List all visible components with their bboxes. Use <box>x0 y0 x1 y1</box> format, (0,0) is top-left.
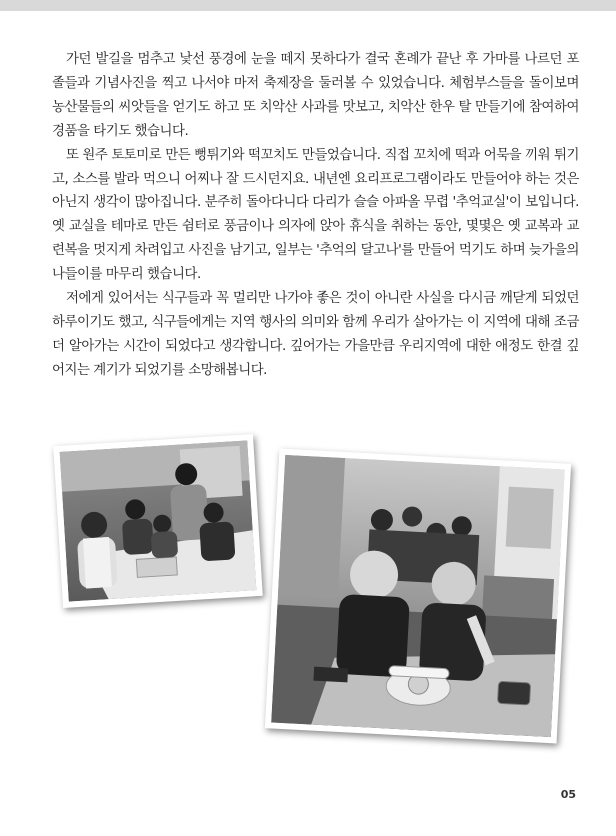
top-band <box>0 0 616 11</box>
page-number: 05 <box>560 788 576 801</box>
article-body <box>52 48 579 383</box>
craft-table-image <box>60 440 257 601</box>
memory-classroom-image <box>271 455 565 737</box>
paragraph-1: 가던 발길을 멈추고 낯선 풍경에 눈을 떼지 못하다가 결국 혼례가 끝난 후 가마를 나르던 포졸들과 기념사진을 찍고 나서야 마저 축제장을 둘러볼 수 있었습니다. 체험부스들을 돌이보며 농산물들의 씨앗들을 얻기도 하고 또 치악산 사과를 맛보고, 치악산 한우 탈 만들기에 참여하여 경품을 타기도 했습니다. <box>52 52 579 139</box>
photo-memory-classroom <box>265 449 571 744</box>
paragraph-3: 저에게 있어서는 식구들과 꼭 멀리만 나가야 좋은 것이 아니란 사실을 다시금 깨닫게 되었던 하루이기도 했고, 식구들에게는 지역 행사의 의미와 함께 우리가 살아가는 이 지역에 대해 조금 더 알아가는 시간이 되었다고 생각합니다. 깊어가는 가을만큼 우리지역에 대한 애정도 한결 깊어지는 계기가 되었기를 소망해봅니다. <box>52 291 579 378</box>
paragraph-2: 또 원주 토토미로 만든 뻥튀기와 떡꼬치도 만들었습니다. 직접 꼬치에 떡과 어묵을 끼워 튀기고, 소스를 발라 먹으니 어찌나 잘 드시던지요. 내년엔 요리프로그램이라도 만들어야 하는 것은 아닌지 생각이 많아집니다. 분주히 돌아다니다 다리가 슬슬 아파올 무렵 '추억교실'이 보입니다. 옛 교실을 테마로 만든 쉼터로 풍금이나 의자에 앉아 휴식을 취하는 동안, 몇몇은 옛 교복과 교련복을 멋지게 차려입고 사진을 남기고, 일부는 '추억의 달고나'를 만들어 먹기도 하며 늦가을의 나들이를 마무리 했습니다. <box>52 147 579 283</box>
photo-craft-table <box>53 434 263 608</box>
